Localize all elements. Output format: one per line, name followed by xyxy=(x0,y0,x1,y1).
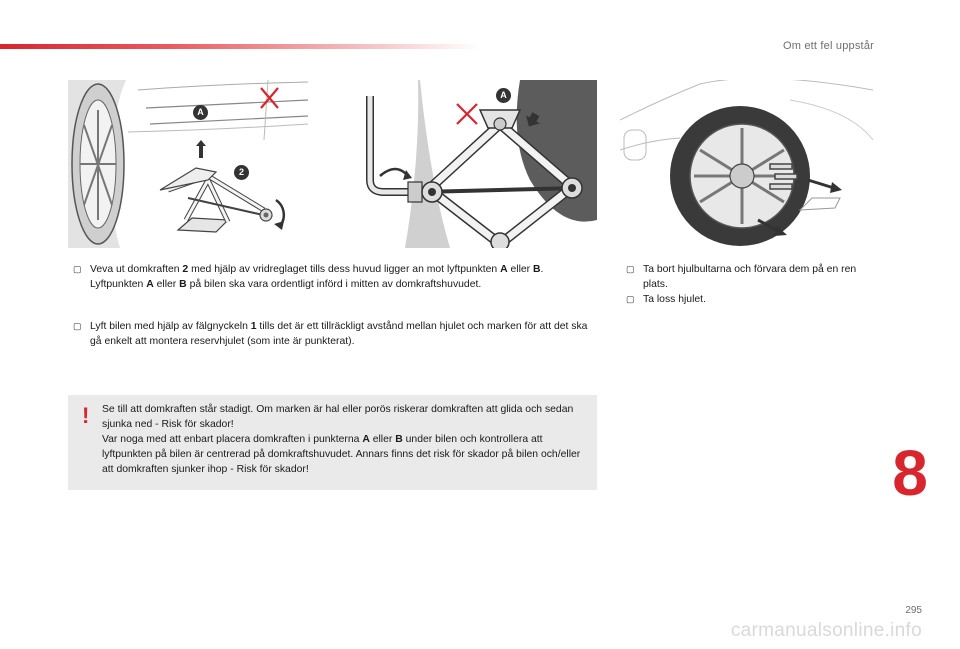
callout-2-icon: 2 xyxy=(234,165,249,180)
figure-jack-under-sill xyxy=(68,80,308,248)
step-extend-jack: ▢ Veva ut domkraften 2 med hjälp av vridreglaget tills dess huvud ligger an mot lyftpunkten A eller B. Lyftpunkten A eller B på bilen ska vara ordentligt införd i mitten av domkraftshuvudet. xyxy=(73,264,544,290)
warning-text: Se till att domkraften står stadigt. Om marken är hal eller porös riskerar domkraften att glida och sedan sjunka ned - Risk för skador! Var noga med att enbart placera domkraften i punkterna A eller B under bilen och kontrollera att lyftpunkten på bilen är centrerad på domkraftshuvudet. Annars finns det risk för skador på bilen och/eller att domkraften sjunker ihop - Risk för skador! xyxy=(102,404,581,475)
callout-a-icon: A xyxy=(496,88,511,103)
bullet-marker-icon: ▢ xyxy=(73,321,82,331)
step-lift-car: ▢ Lyft bilen med hjälp av fälgnyckeln 1 tills det är ett tillräckligt avstånd mellan hjulet och marken för att det ska gå enkelt att montera reservhjulet (som inte är punkterat). xyxy=(73,321,588,347)
figure-jack-crank-closeup xyxy=(360,80,597,248)
chapter-number: 8 xyxy=(892,437,928,509)
header-accent-bar xyxy=(0,44,480,49)
warning-exclamation-icon: ! xyxy=(82,403,90,428)
bullet-marker-icon: ▢ xyxy=(626,264,635,274)
step-remove-wheel: ▢ Ta loss hjulet. xyxy=(626,294,706,305)
step-remove-bolts: ▢ Ta bort hjulbultarna och förvara dem på en ren plats. xyxy=(626,264,857,290)
page-number: 295 xyxy=(905,605,922,616)
section-title: Om ett fel uppstår xyxy=(782,40,874,52)
callout-a-icon: A xyxy=(193,105,208,120)
bullet-marker-icon: ▢ xyxy=(73,264,82,274)
bullet-marker-icon: ▢ xyxy=(626,294,635,304)
figure-wheel-bolts-removal xyxy=(620,80,873,248)
warning-box xyxy=(68,395,597,490)
watermark: carmanualsonline.info xyxy=(730,620,922,641)
